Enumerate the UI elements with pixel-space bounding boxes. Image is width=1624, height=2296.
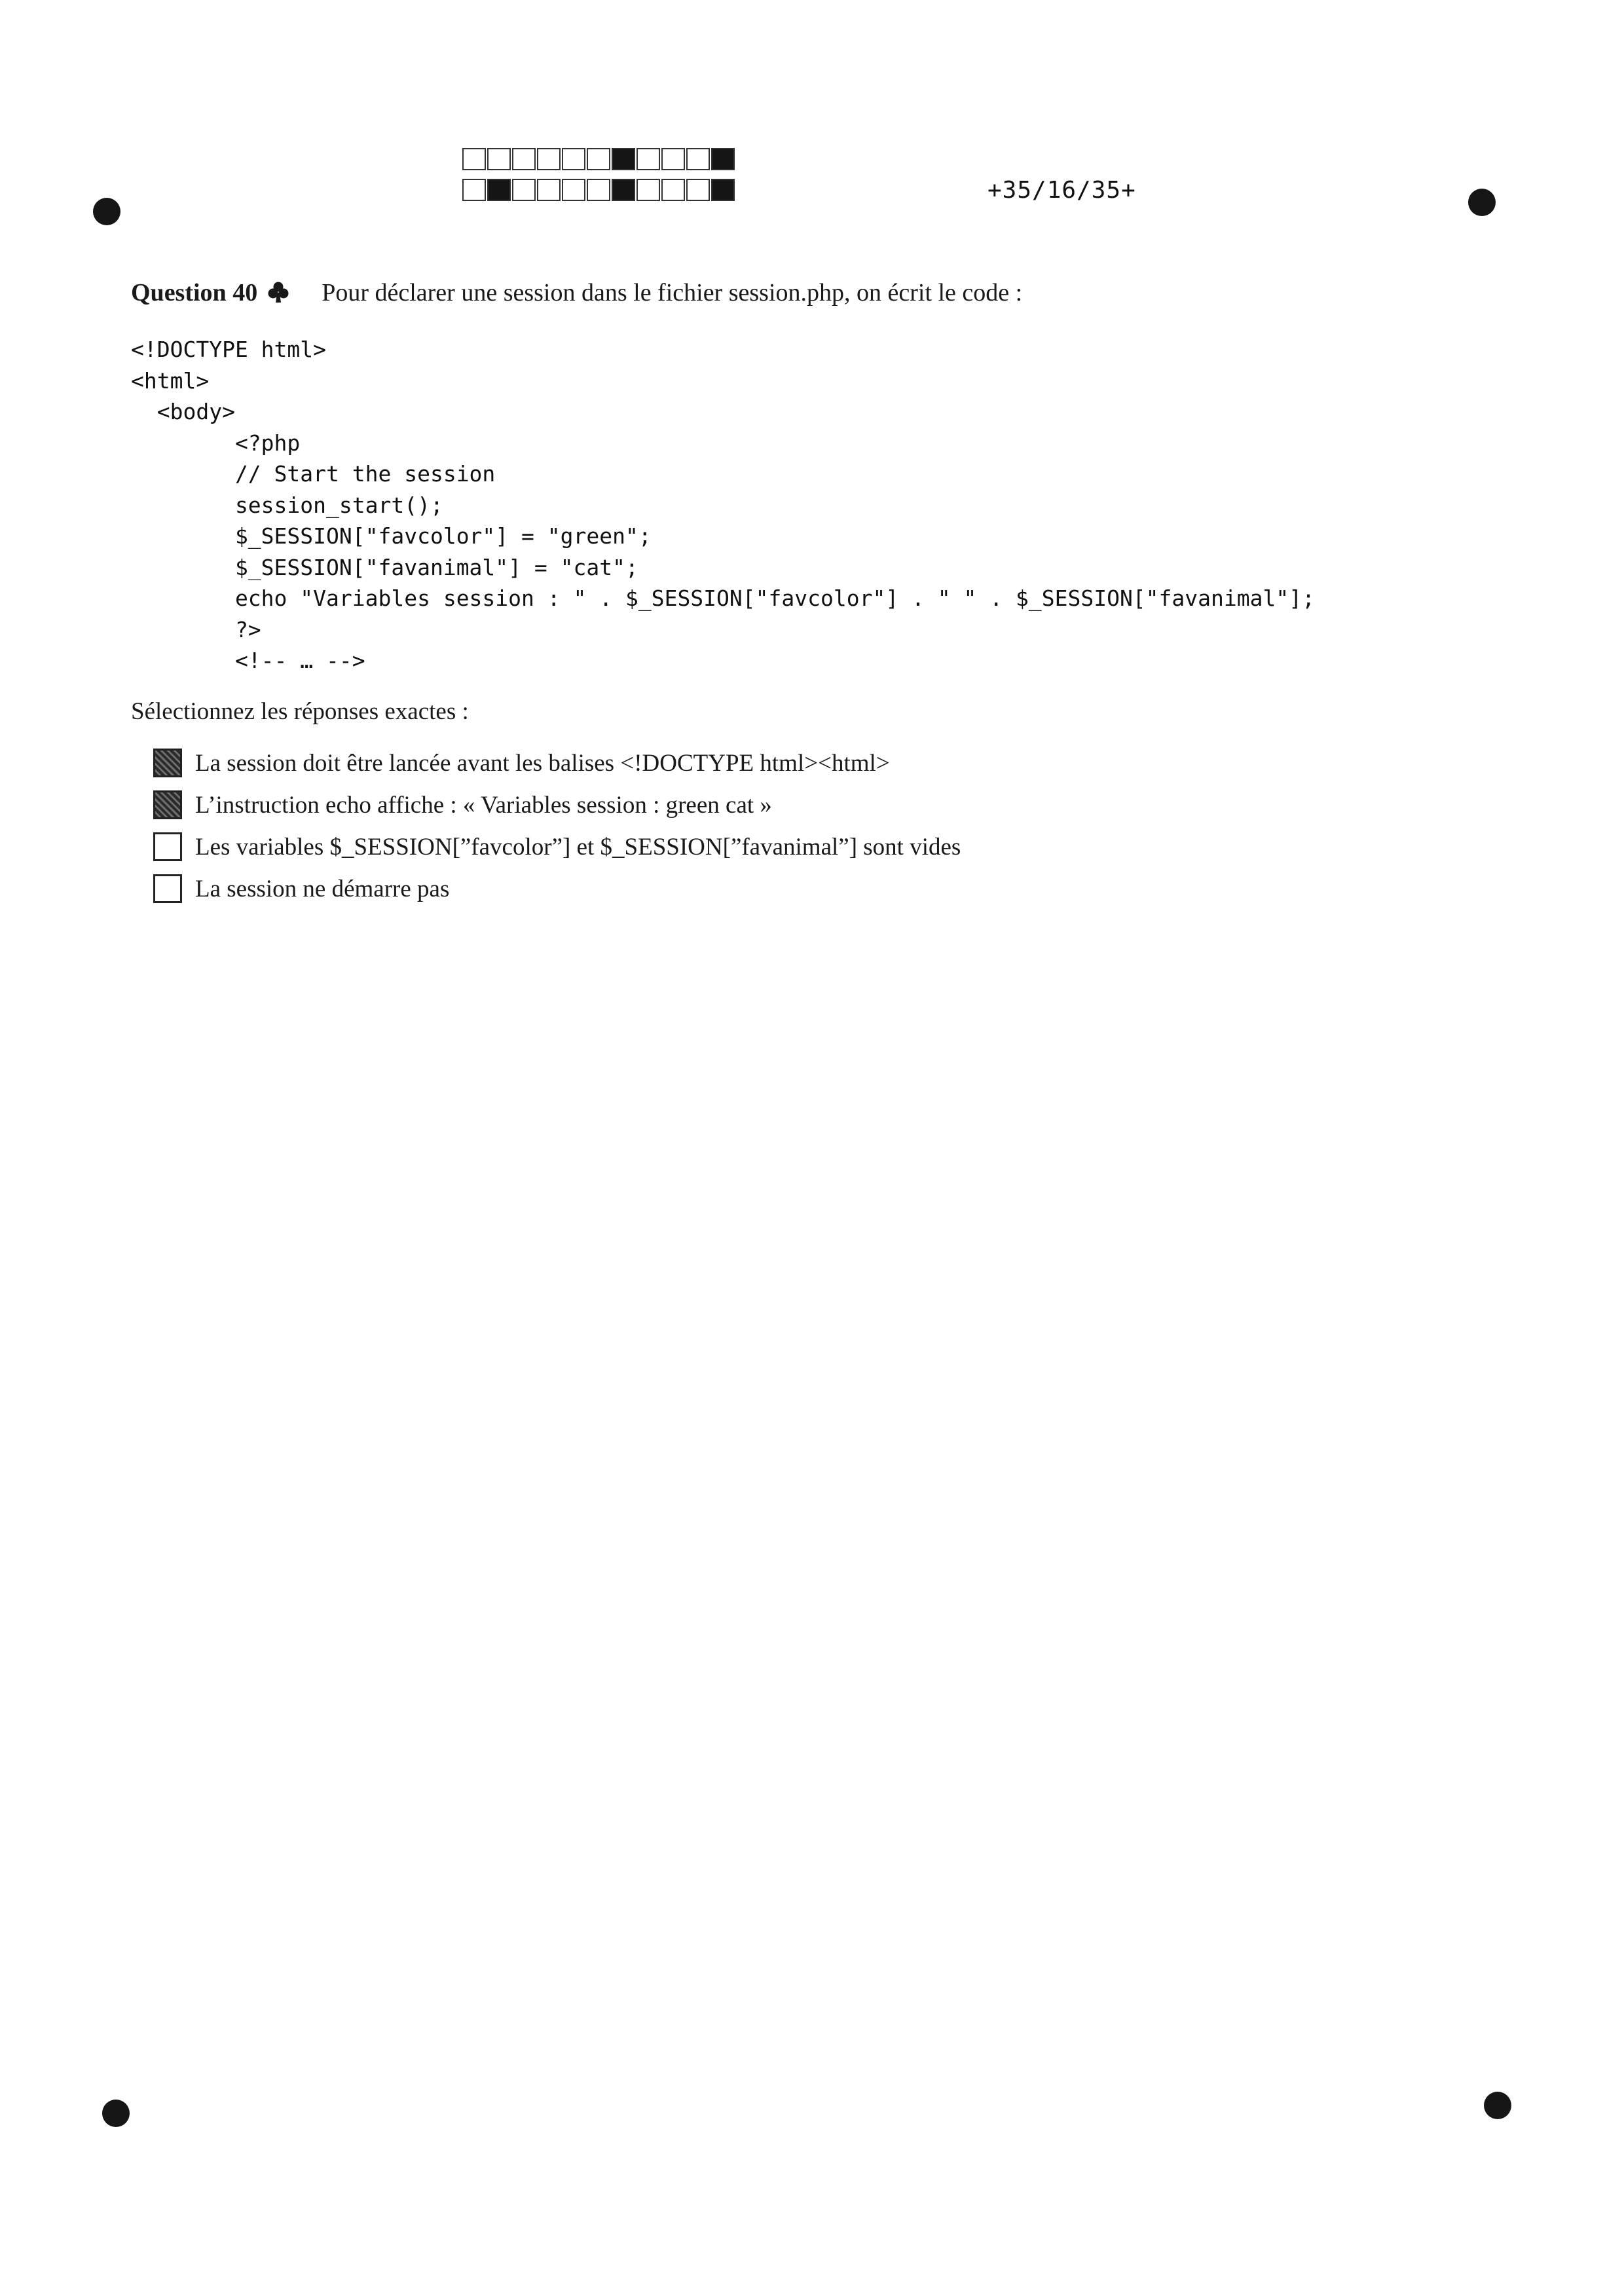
barcode-cell xyxy=(612,179,635,201)
answer-label: L’instruction echo affiche : « Variables session : green cat » xyxy=(195,791,772,819)
code-line: $_SESSION["favanimal"] = "cat"; xyxy=(131,554,638,580)
barcode-cell xyxy=(462,148,486,170)
barcode-cell xyxy=(587,148,610,170)
code-line: <!DOCTYPE html> xyxy=(131,337,327,362)
barcode-cell xyxy=(562,179,585,201)
question-header xyxy=(131,278,1022,307)
barcode-cell xyxy=(637,179,660,201)
answer-label: La session ne démarre pas xyxy=(195,875,450,902)
barcode-cell xyxy=(537,148,561,170)
page-code: +35/16/35+ xyxy=(987,177,1136,204)
barcode-cell xyxy=(487,179,511,201)
answer-list xyxy=(153,747,961,914)
registration-mark-bottom-left xyxy=(102,2100,130,2127)
barcode-row-bottom xyxy=(462,179,736,201)
code-line: session_start(); xyxy=(131,492,443,518)
barcode-cell xyxy=(612,148,635,170)
checkbox-empty[interactable] xyxy=(153,832,182,861)
checkbox-empty[interactable] xyxy=(153,874,182,903)
barcode-cell xyxy=(711,148,735,170)
barcode-cell xyxy=(711,179,735,201)
code-line: <!-- … --> xyxy=(131,648,365,673)
barcode-cell xyxy=(462,179,486,201)
barcode-cell xyxy=(512,148,536,170)
barcode-cell xyxy=(487,148,511,170)
registration-mark-bottom-right xyxy=(1484,2092,1511,2119)
code-line: <html> xyxy=(131,367,210,394)
code-line: ?> xyxy=(131,616,261,642)
instruction-text: Sélectionnez les réponses exactes : xyxy=(131,698,469,725)
registration-mark-top-left xyxy=(93,198,120,225)
code-line: $_SESSION["favcolor"] = "green"; xyxy=(131,523,652,549)
barcode-cell xyxy=(686,148,710,170)
code-block xyxy=(131,334,1315,676)
barcode-cell xyxy=(686,179,710,201)
checkbox-checked[interactable] xyxy=(153,790,182,819)
checkbox-checked[interactable] xyxy=(153,749,182,777)
question-label: Question 40 xyxy=(131,279,258,306)
code-line: // Start the session xyxy=(131,461,496,487)
barcode-cell xyxy=(587,179,610,201)
barcode-cell xyxy=(562,148,585,170)
barcode-cell xyxy=(637,148,660,170)
barcode-row-top xyxy=(462,148,736,170)
answer-label: La session doit être lancée avant les balises <!DOCTYPE html><html> xyxy=(195,749,890,777)
answer-option[interactable] xyxy=(153,747,961,779)
code-line: echo "Variables session : " . $_SESSION["favcolor"] . " " . $_SESSION["favanimal"]; xyxy=(131,585,1315,611)
answer-label: Les variables $_SESSION[”favcolor”] et $_SESSION[”favanimal”] sont vides xyxy=(195,833,961,861)
question-text: Pour déclarer une session dans le fichier session.php, on écrit le code : xyxy=(322,279,1023,306)
barcode-cell xyxy=(661,148,685,170)
code-line: <body> xyxy=(131,399,235,424)
barcode-cell xyxy=(537,179,561,201)
club-icon xyxy=(268,281,289,303)
answer-option[interactable] xyxy=(153,830,961,863)
answer-option[interactable] xyxy=(153,788,961,821)
code-line: <?php xyxy=(131,430,301,456)
registration-mark-top-right xyxy=(1468,189,1496,216)
barcode-cell xyxy=(661,179,685,201)
answer-option[interactable] xyxy=(153,872,961,905)
barcode-cell xyxy=(512,179,536,201)
